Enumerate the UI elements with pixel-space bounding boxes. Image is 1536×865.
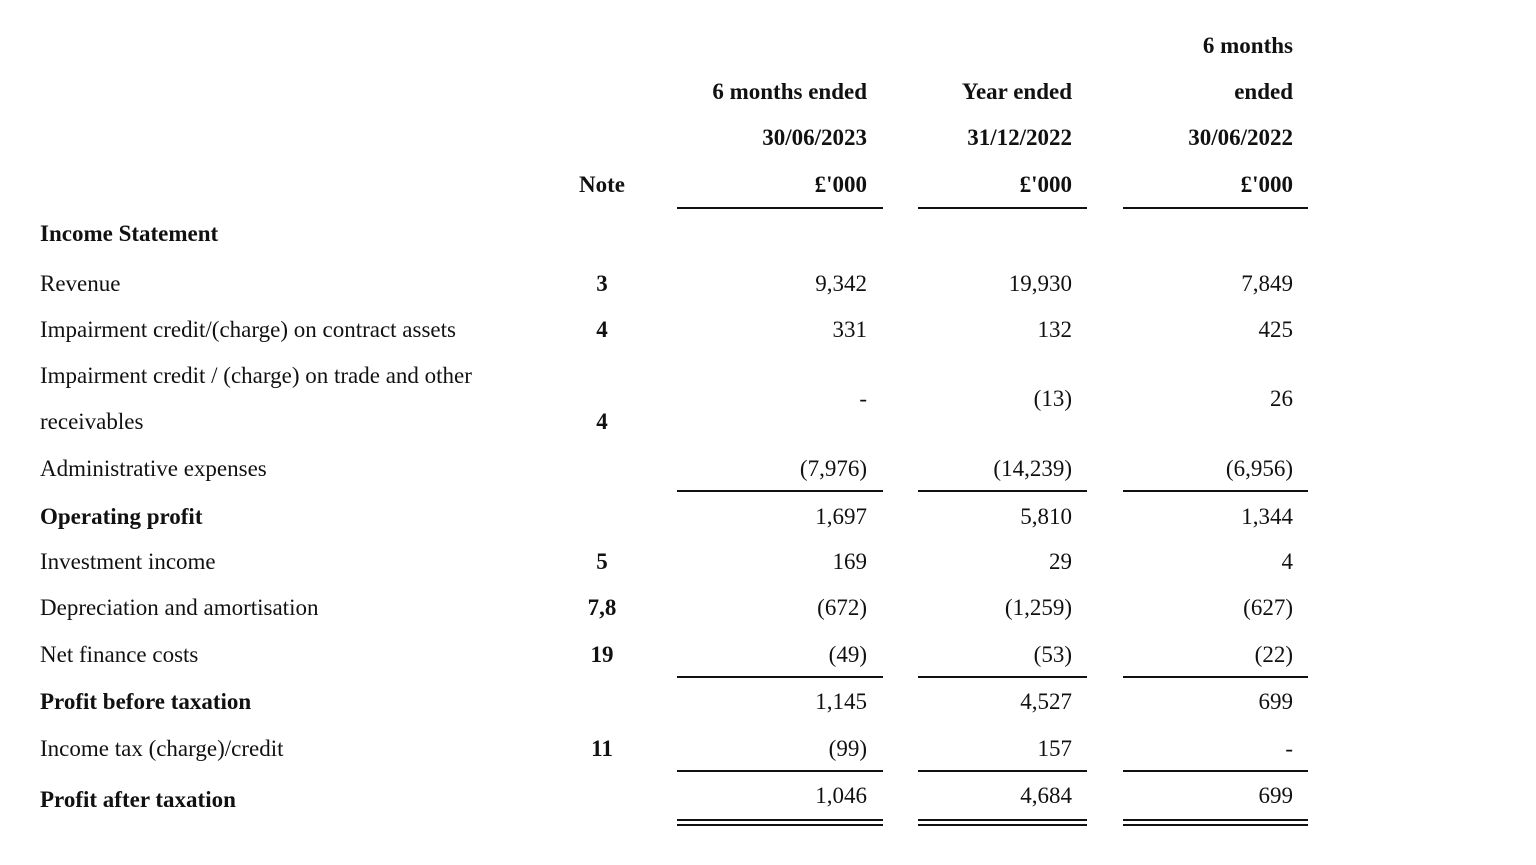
row-value-col3: 4 — [1281, 549, 1293, 574]
row-value-col2: (53) — [1033, 642, 1072, 667]
row-value-col1: (7,976) — [799, 456, 867, 481]
col3-header-line0: 6 months — [1202, 33, 1293, 58]
row-value-col1: (49) — [828, 642, 867, 667]
subtotal-rule-col2 — [918, 490, 1087, 492]
subtotal-rule-col2 — [918, 676, 1087, 678]
col2-header-line1: Year ended — [961, 79, 1072, 104]
col3-header-date: 30/06/2022 — [1188, 125, 1293, 150]
row-value-col2: 19,930 — [1008, 271, 1072, 296]
col3-header-line1: ended — [1234, 79, 1293, 104]
row-value-col3: 699 — [1258, 783, 1293, 808]
total-double-rule-col3 — [1123, 819, 1308, 826]
row-value-col3: - — [1285, 736, 1293, 761]
row-label: Depreciation and amortisation — [40, 595, 319, 620]
subtotal-rule-col1 — [677, 770, 883, 772]
row-label-line1: Impairment credit / (charge) on trade and other — [40, 363, 472, 388]
row-value-col2: (13) — [1033, 386, 1072, 411]
subtotal-rule-col3 — [1123, 770, 1308, 772]
row-value-col1: 169 — [832, 549, 867, 574]
row-label-line2: receivables — [40, 409, 144, 434]
row-value-col2: 132 — [1037, 317, 1072, 342]
row-value-col2: (1,259) — [1004, 595, 1072, 620]
row-value-col2: 4,684 — [1020, 783, 1072, 808]
header-rule-col1 — [677, 207, 883, 209]
row-value-col3: 26 — [1270, 386, 1293, 411]
note-header: Note — [579, 172, 625, 197]
row-value-col1: (672) — [817, 595, 867, 620]
row-value-col3: (22) — [1254, 642, 1293, 667]
row-label: Investment income — [40, 549, 216, 574]
row-value-col2: 29 — [1049, 549, 1072, 574]
row-note: 3 — [596, 271, 608, 296]
subtotal-rule-col1 — [677, 676, 883, 678]
row-label: Revenue — [40, 271, 121, 296]
col1-header-line1: 6 months ended — [712, 79, 867, 104]
row-value-col2: (14,239) — [993, 456, 1072, 481]
subtotal-rule-col3 — [1123, 490, 1308, 492]
row-value-col1: (99) — [828, 736, 867, 761]
col3-header-unit: £'000 — [1240, 172, 1293, 197]
row-note: 4 — [596, 409, 608, 434]
row-value-col1: - — [859, 386, 867, 411]
row-label: Profit after taxation — [40, 787, 236, 812]
header-rule-col3 — [1123, 207, 1308, 209]
row-label: Impairment credit/(charge) on contract assets — [40, 317, 456, 342]
row-value-col3: 7,849 — [1241, 271, 1293, 296]
subtotal-rule-col2 — [918, 770, 1087, 772]
row-value-col1: 1,145 — [815, 689, 867, 714]
row-value-col2: 157 — [1037, 736, 1072, 761]
row-value-col3: 425 — [1258, 317, 1293, 342]
subtotal-rule-col3 — [1123, 676, 1308, 678]
section-title: Income Statement — [40, 221, 219, 246]
row-label: Income tax (charge)/credit — [40, 736, 284, 761]
row-value-col1: 1,697 — [815, 504, 867, 529]
row-note: 7,8 — [587, 595, 617, 620]
row-note: 4 — [596, 317, 608, 342]
row-value-col1: 1,046 — [815, 783, 867, 808]
row-note: 11 — [591, 736, 613, 761]
row-value-col3: (6,956) — [1225, 456, 1293, 481]
row-label: Profit before taxation — [40, 689, 252, 714]
col2-header-date: 31/12/2022 — [967, 125, 1072, 150]
col1-header-date: 30/06/2023 — [762, 125, 867, 150]
row-value-col3: (627) — [1243, 595, 1293, 620]
total-double-rule-col1 — [677, 819, 883, 826]
row-value-col1: 9,342 — [815, 271, 867, 296]
total-double-rule-col2 — [918, 819, 1087, 826]
row-note: 5 — [596, 549, 608, 574]
header-rule-col2 — [918, 207, 1087, 209]
row-value-col2: 4,527 — [1020, 689, 1072, 714]
row-value-col3: 1,344 — [1241, 504, 1293, 529]
row-value-col3: 699 — [1258, 689, 1293, 714]
subtotal-rule-col1 — [677, 490, 883, 492]
row-value-col1: 331 — [832, 317, 867, 342]
row-label: Operating profit — [40, 504, 203, 529]
row-label: Net finance costs — [40, 642, 199, 667]
row-note: 19 — [590, 642, 614, 667]
row-value-col2: 5,810 — [1020, 504, 1072, 529]
col1-header-unit: £'000 — [814, 172, 867, 197]
row-label: Administrative expenses — [40, 456, 267, 481]
col2-header-unit: £'000 — [1019, 172, 1072, 197]
